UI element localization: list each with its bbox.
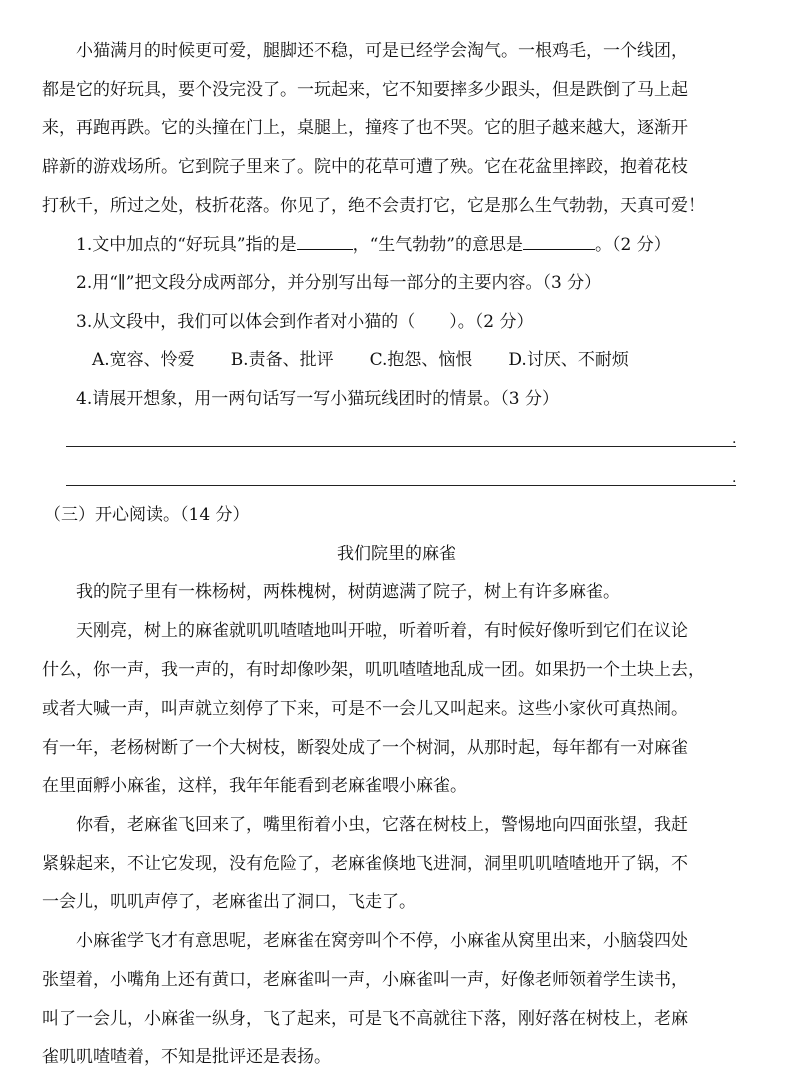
passage-line: 我的院子里有一株杨树，两株槐树，树荫遮满了院子，树上有许多麻雀。 xyxy=(76,582,620,602)
passage-line: 都是它的好玩具，要个没完没了。一玩起来，它不知要摔多少跟头，但是跌倒了马上起 xyxy=(42,80,688,100)
passage-line: 雀叽叽喳喳着，不知是批评还是表扬。 xyxy=(42,1047,331,1067)
section-heading: （三）开心阅读。（14 分） xyxy=(44,505,250,525)
answer-blank-1[interactable] xyxy=(297,233,353,250)
passage-line: 或者大喊一声，叫声就立刻停了下来，可是不一会儿又叫起来。这些小家伙可真热闹。 xyxy=(42,699,688,719)
passage-line: 叫了一会儿，小麻雀一纵身，飞了起来，可是飞不高就往下落，刚好落在树枝上，老麻 xyxy=(42,1009,688,1029)
question-1-part-a: 1.文中加点的“好玩具”指的是 xyxy=(76,235,297,255)
question-3-options xyxy=(92,349,629,371)
answer-line-dot: . xyxy=(732,431,737,447)
passage-line: 来，再跑再跌。它的头撞在门上，桌腿上，撞疼了也不哭。它的胆子越来越大，逐渐开 xyxy=(42,118,688,138)
question-1-part-b: ，“生气勃勃”的意思是 xyxy=(352,235,523,255)
option-d[interactable]: D.讨厌、不耐烦 xyxy=(508,350,629,370)
answer-blank-2[interactable] xyxy=(523,233,595,250)
passage-line: 在里面孵小麻雀，这样，我年年能看到老麻雀喂小麻雀。 xyxy=(42,776,467,796)
passage-line: 张望着，小嘴角上还有黄口，老麻雀叫一声，小麻雀叫一声，好像老师领着学生读书， xyxy=(42,970,688,990)
question-4: 4.请展开想象，用一两句话写一写小猫玩线团时的情景。（3 分） xyxy=(76,389,559,409)
passage-line: 有一年，老杨树断了一个大树枝，断裂处成了一个树洞，从那时起，每年都有一对麻雀 xyxy=(42,738,688,758)
passage-line: 小猫满月的时候更可爱，腿脚还不稳，可是已经学会淘气。一根鸡毛，一个线团， xyxy=(76,41,688,61)
question-2: 2.用“∥”把文段分成两部分，并分别写出每一部分的主要内容。（3 分） xyxy=(76,273,602,293)
answer-line-2[interactable] xyxy=(66,485,736,486)
answer-line-dot: . xyxy=(732,470,737,486)
option-b[interactable]: B.责备、批评 xyxy=(230,350,334,370)
question-1-part-c: 。（2 分） xyxy=(595,235,671,255)
passage-line: 辟新的游戏场所。它到院子里来了。院中的花草可遭了殃。它在花盆里摔跤，抱着花枝 xyxy=(42,157,688,177)
passage-line: 天刚亮，树上的麻雀就叽叽喳喳地叫开啦，听着听着，有时候好像听到它们在议论 xyxy=(76,621,688,641)
passage-line: 打秋千，所过之处，枝折花落。你见了，绝不会责打它，它是那么生气勃勃，天真可爱！ xyxy=(42,196,705,216)
passage-line: 紧躲起来，不让它发现，没有危险了，老麻雀倏地飞进洞，洞里叽叽喳喳地开了锅，不 xyxy=(42,854,688,874)
option-c[interactable]: C.抱怨、恼恨 xyxy=(369,350,473,370)
option-a[interactable]: A.宽容、怜爱 xyxy=(92,350,195,370)
answer-line-1[interactable] xyxy=(66,446,736,447)
passage-title: 我们院里的麻雀 xyxy=(337,544,456,564)
passage-line: 什么，你一声，我一声的，有时却像吵架，叽叽喳喳地乱成一团。如果扔一个土块上去， xyxy=(42,660,705,680)
question-3: 3.从文段中，我们可以体会到作者对小猫的（ ）。（2 分） xyxy=(76,312,534,332)
passage-line: 小麻雀学飞才有意思呢，老麻雀在窝旁叫个不停，小麻雀从窝里出来，小脑袋四处 xyxy=(76,931,688,951)
passage-line: 你看，老麻雀飞回来了，嘴里衔着小虫，它落在树枝上，警惕地向四面张望，我赶 xyxy=(76,815,688,835)
question-1 xyxy=(76,233,671,256)
passage-line: 一会儿，叽叽声停了，老麻雀出了洞口，飞走了。 xyxy=(42,892,416,912)
